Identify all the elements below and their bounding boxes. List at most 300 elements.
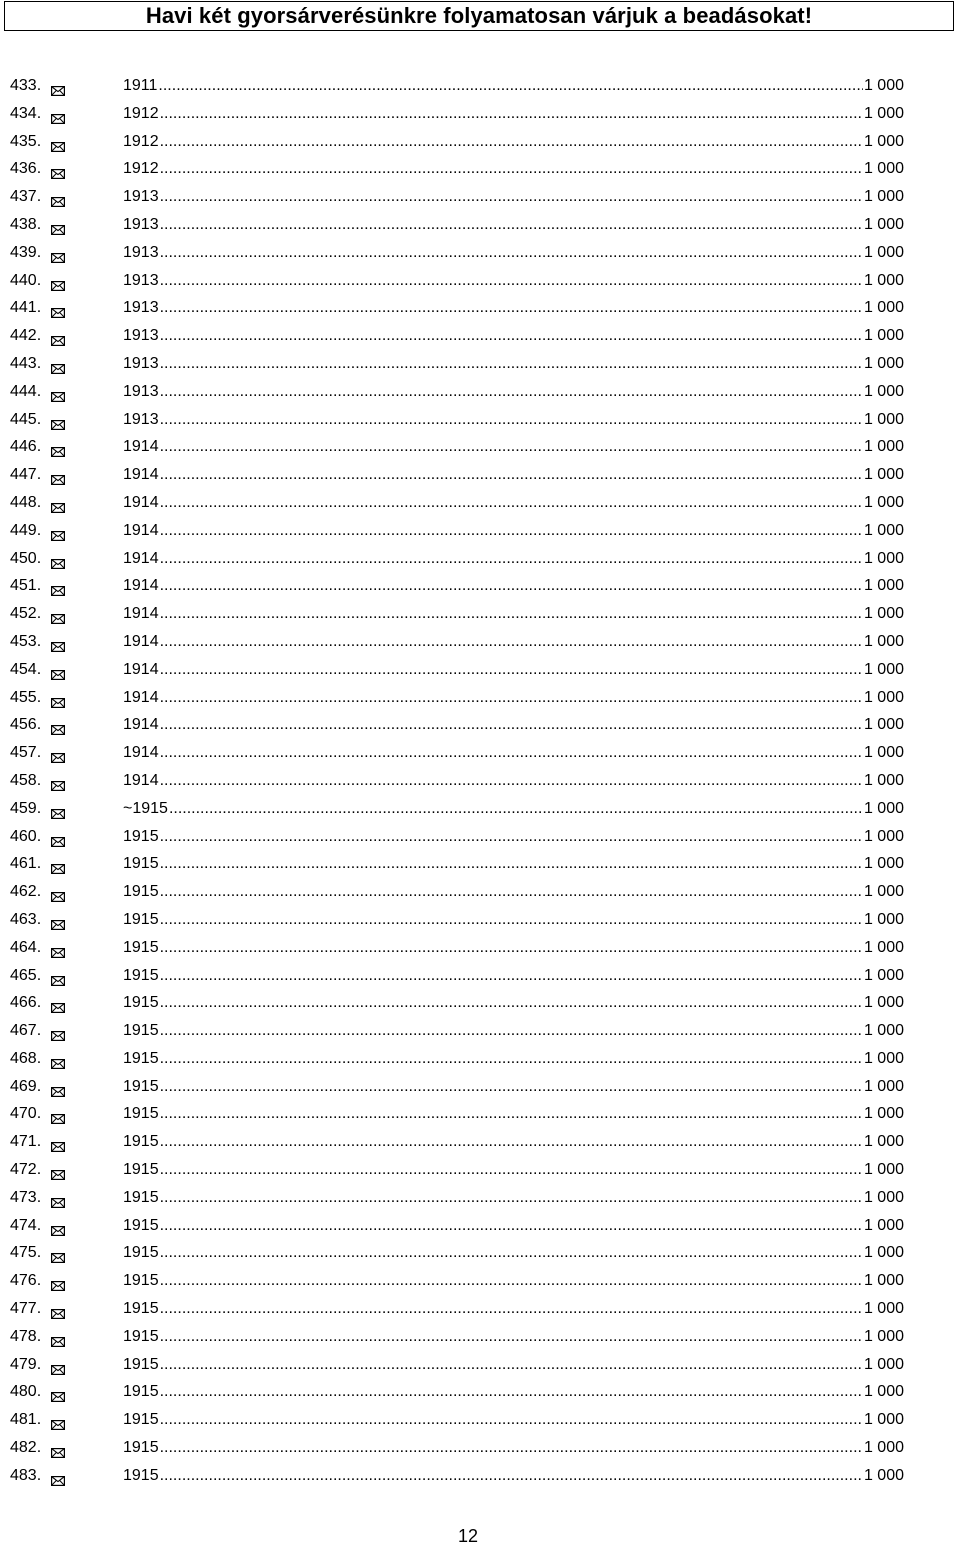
lot-price: 1 000 <box>863 771 904 789</box>
lot-price: 1 000 <box>863 160 904 178</box>
lot-row <box>0 1297 960 1325</box>
lot-year: 1915 <box>123 1216 159 1234</box>
envelope-icon <box>51 1472 65 1482</box>
leader-dots <box>160 1160 863 1180</box>
lot-year: 1915 <box>123 1355 159 1373</box>
lot-year: 1912 <box>123 160 159 178</box>
lot-number: 455. <box>10 688 42 706</box>
lot-year: 1913 <box>123 354 159 372</box>
leader-dots <box>160 1466 863 1486</box>
leader-dots <box>160 771 863 791</box>
lot-description <box>123 1355 904 1375</box>
lot-year: 1913 <box>123 382 159 400</box>
lot-number: 460. <box>10 827 42 845</box>
lot-price: 1 000 <box>863 1105 904 1123</box>
lot-number: 457. <box>10 744 42 762</box>
lot-row <box>0 769 960 797</box>
lot-number: 438. <box>10 215 42 233</box>
lot-number: 461. <box>10 855 42 873</box>
lot-description <box>123 410 904 430</box>
envelope-icon <box>51 499 65 509</box>
lot-year: 1915 <box>123 1244 159 1262</box>
lot-description <box>123 1160 904 1180</box>
lot-description <box>123 1077 904 1097</box>
lot-price: 1 000 <box>863 382 904 400</box>
envelope-icon <box>51 388 65 398</box>
envelope-icon <box>51 277 65 287</box>
lot-row <box>0 1214 960 1242</box>
lot-description <box>123 76 904 96</box>
envelope-icon <box>51 304 65 314</box>
lot-number: 441. <box>10 299 42 317</box>
lot-number: 434. <box>10 104 42 122</box>
leader-dots <box>160 1188 863 1208</box>
lot-year: 1914 <box>123 577 159 595</box>
lot-year: 1915 <box>123 994 159 1012</box>
lot-price: 1 000 <box>863 910 904 928</box>
lot-number: 475. <box>10 1244 42 1262</box>
leader-dots <box>160 632 863 652</box>
lot-price: 1 000 <box>863 77 904 94</box>
leader-dots <box>160 576 863 596</box>
envelope-icon <box>51 221 65 231</box>
leader-dots <box>160 1410 863 1430</box>
lot-description <box>123 743 904 763</box>
leader-dots <box>160 465 863 485</box>
envelope-icon <box>51 610 65 620</box>
lot-year: 1915 <box>123 938 159 956</box>
lot-year: 1914 <box>123 438 159 456</box>
lot-description <box>123 799 904 819</box>
envelope-icon <box>51 638 65 648</box>
lot-price: 1 000 <box>863 1327 904 1345</box>
lot-description <box>123 465 904 485</box>
lot-description <box>123 215 904 235</box>
lot-description <box>123 1216 904 1236</box>
lot-number: 449. <box>10 521 42 539</box>
envelope-icon <box>51 1416 65 1426</box>
leader-dots <box>160 604 863 624</box>
envelope-icon <box>51 749 65 759</box>
envelope-icon <box>51 805 65 815</box>
lot-number: 443. <box>10 354 42 372</box>
lot-row <box>0 658 960 686</box>
envelope-icon <box>51 1249 65 1259</box>
lot-description <box>123 1327 904 1347</box>
leader-dots <box>160 966 863 986</box>
lot-year: 1912 <box>123 104 159 122</box>
lot-number: 452. <box>10 605 42 623</box>
lot-price: 1 000 <box>863 1244 904 1262</box>
lot-price: 1 000 <box>863 521 904 539</box>
lot-description <box>123 298 904 318</box>
lot-number: 474. <box>10 1216 42 1234</box>
envelope-icon <box>51 1194 65 1204</box>
lot-year: 1915 <box>123 1272 159 1290</box>
lot-number: 463. <box>10 910 42 928</box>
lot-description <box>123 187 904 207</box>
lot-number: 444. <box>10 382 42 400</box>
leader-dots <box>160 882 863 902</box>
lot-description <box>123 549 904 569</box>
lot-description <box>123 1410 904 1430</box>
lot-price: 1 000 <box>863 354 904 372</box>
lot-number: 468. <box>10 1049 42 1067</box>
lot-number: 448. <box>10 493 42 511</box>
lot-year: 1914 <box>123 549 159 567</box>
lot-number: 450. <box>10 549 42 567</box>
leader-dots <box>160 1132 863 1152</box>
lot-year: 1915 <box>123 1188 159 1206</box>
lot-number: 470. <box>10 1105 42 1123</box>
lot-number: 453. <box>10 632 42 650</box>
lot-description <box>123 632 904 652</box>
leader-dots <box>160 521 863 541</box>
envelope-icon <box>51 777 65 787</box>
lot-price: 1 000 <box>863 1077 904 1095</box>
lot-price: 1 000 <box>863 883 904 901</box>
leader-dots <box>160 1355 863 1375</box>
lot-year: 1914 <box>123 660 159 678</box>
lot-row <box>0 408 960 436</box>
lot-row <box>0 1130 960 1158</box>
lot-price: 1 000 <box>863 1161 904 1179</box>
lot-row <box>0 964 960 992</box>
lot-number: 436. <box>10 160 42 178</box>
lot-row <box>0 686 960 714</box>
leader-dots <box>160 660 863 680</box>
leader-dots <box>160 382 863 402</box>
lot-number: 478. <box>10 1327 42 1345</box>
envelope-icon <box>51 1055 65 1065</box>
lot-year: 1913 <box>123 215 159 233</box>
lot-number: 433. <box>10 77 42 94</box>
lot-row <box>0 574 960 602</box>
lot-price: 1 000 <box>863 215 904 233</box>
lot-number: 465. <box>10 966 42 984</box>
envelope-icon <box>51 193 65 203</box>
envelope-icon <box>51 1444 65 1454</box>
lot-row <box>0 1075 960 1103</box>
lot-description <box>123 910 904 930</box>
lot-number: 479. <box>10 1355 42 1373</box>
envelope-icon <box>51 332 65 342</box>
envelope-icon <box>51 721 65 731</box>
lot-number: 442. <box>10 327 42 345</box>
lot-row <box>0 797 960 825</box>
lot-row <box>0 1241 960 1269</box>
lot-number: 476. <box>10 1272 42 1290</box>
lot-description <box>123 1132 904 1152</box>
lot-year: 1915 <box>123 1049 159 1067</box>
lot-year: 1913 <box>123 188 159 206</box>
lot-description <box>123 1188 904 1208</box>
lot-price: 1 000 <box>863 1272 904 1290</box>
lot-row <box>0 991 960 1019</box>
leader-dots <box>160 298 863 318</box>
lot-row <box>0 519 960 547</box>
lot-description <box>123 576 904 596</box>
envelope-icon <box>51 1222 65 1232</box>
lot-row <box>0 241 960 269</box>
lot-price: 1 000 <box>863 466 904 484</box>
lot-row <box>0 1408 960 1436</box>
lot-price: 1 000 <box>863 938 904 956</box>
leader-dots <box>160 743 863 763</box>
envelope-icon <box>51 1388 65 1398</box>
leader-dots <box>160 159 863 179</box>
lot-year: 1915 <box>123 1300 159 1318</box>
lot-year: 1913 <box>123 410 159 428</box>
lot-year: 1915 <box>123 1077 159 1095</box>
lot-row <box>0 130 960 158</box>
leader-dots <box>160 1299 863 1319</box>
lot-number: 477. <box>10 1300 42 1318</box>
lot-row <box>0 269 960 297</box>
envelope-icon <box>51 1110 65 1120</box>
envelope-icon <box>51 1277 65 1287</box>
lot-description <box>123 938 904 958</box>
envelope-icon <box>51 82 65 92</box>
leader-dots <box>160 1021 863 1041</box>
lot-row <box>0 1047 960 1075</box>
leader-dots <box>160 243 863 263</box>
lot-number: 458. <box>10 771 42 789</box>
leader-dots <box>160 1438 863 1458</box>
leader-dots <box>160 1243 863 1263</box>
lot-price: 1 000 <box>863 188 904 206</box>
lot-description <box>123 604 904 624</box>
lot-list <box>0 74 960 1492</box>
lot-number: 454. <box>10 660 42 678</box>
lot-number: 464. <box>10 938 42 956</box>
envelope-icon <box>51 1083 65 1093</box>
leader-dots <box>160 410 863 430</box>
lot-row <box>0 825 960 853</box>
lot-description <box>123 1299 904 1319</box>
lot-description <box>123 1271 904 1291</box>
lot-number: 466. <box>10 994 42 1012</box>
lot-row <box>0 602 960 630</box>
envelope-icon <box>51 165 65 175</box>
lot-description <box>123 993 904 1013</box>
lot-price: 1 000 <box>863 271 904 289</box>
lot-price: 1 000 <box>863 327 904 345</box>
leader-dots <box>160 326 863 346</box>
lot-number: 456. <box>10 716 42 734</box>
lot-number: 467. <box>10 1022 42 1040</box>
lot-price: 1 000 <box>863 438 904 456</box>
lot-price: 1 000 <box>863 744 904 762</box>
lot-year: 1914 <box>123 466 159 484</box>
leader-dots <box>160 1216 863 1236</box>
lot-number: 483. <box>10 1466 42 1484</box>
lot-row <box>0 1325 960 1353</box>
lot-price: 1 000 <box>863 1216 904 1234</box>
leader-dots <box>160 1104 863 1124</box>
lot-price: 1 000 <box>863 410 904 428</box>
envelope-icon <box>51 972 65 982</box>
lot-year: 1914 <box>123 605 159 623</box>
leader-dots <box>160 1049 863 1069</box>
lot-price: 1 000 <box>863 132 904 150</box>
lot-row <box>0 1158 960 1186</box>
lot-price: 1 000 <box>863 549 904 567</box>
lot-number: 437. <box>10 188 42 206</box>
lot-description <box>123 326 904 346</box>
lot-price: 1 000 <box>863 632 904 650</box>
lot-number: 447. <box>10 466 42 484</box>
lot-description <box>123 243 904 263</box>
envelope-icon <box>51 1305 65 1315</box>
lot-year: ~1915 <box>123 799 168 817</box>
leader-dots <box>160 549 863 569</box>
lot-number: 481. <box>10 1411 42 1429</box>
leader-dots <box>160 910 863 930</box>
envelope-icon <box>51 833 65 843</box>
lot-number: 435. <box>10 132 42 150</box>
envelope-icon <box>51 694 65 704</box>
lot-price: 1 000 <box>863 1466 904 1484</box>
leader-dots <box>160 187 863 207</box>
lot-row <box>0 1464 960 1492</box>
lot-year: 1912 <box>123 132 159 150</box>
lot-year: 1915 <box>123 1466 159 1484</box>
lot-price: 1 000 <box>863 660 904 678</box>
lot-row <box>0 908 960 936</box>
envelope-icon <box>51 138 65 148</box>
lot-description <box>123 854 904 874</box>
lot-price: 1 000 <box>863 577 904 595</box>
lot-description <box>123 1021 904 1041</box>
lot-row <box>0 936 960 964</box>
lot-price: 1 000 <box>863 688 904 706</box>
envelope-icon <box>51 1333 65 1343</box>
lot-description <box>123 493 904 513</box>
leader-dots <box>160 1327 863 1347</box>
lot-description <box>123 354 904 374</box>
lot-price: 1 000 <box>863 104 904 122</box>
lot-row <box>0 463 960 491</box>
lot-description <box>123 104 904 124</box>
lot-price: 1 000 <box>863 1300 904 1318</box>
lot-price: 1 000 <box>863 243 904 261</box>
lot-row <box>0 324 960 352</box>
lot-description <box>123 1466 904 1486</box>
lot-year: 1914 <box>123 632 159 650</box>
lot-description <box>123 271 904 291</box>
lot-price: 1 000 <box>863 1355 904 1373</box>
lot-year: 1914 <box>123 688 159 706</box>
leader-dots <box>160 1271 863 1291</box>
lot-year: 1914 <box>123 493 159 511</box>
envelope-icon <box>51 888 65 898</box>
lot-row <box>0 435 960 463</box>
lot-price: 1 000 <box>863 994 904 1012</box>
lot-price: 1 000 <box>863 716 904 734</box>
lot-description <box>123 159 904 179</box>
lot-year: 1915 <box>123 910 159 928</box>
lot-row <box>0 185 960 213</box>
lot-year: 1915 <box>123 1133 159 1151</box>
lot-price: 1 000 <box>863 493 904 511</box>
lot-year: 1915 <box>123 1383 159 1401</box>
envelope-icon <box>51 1138 65 1148</box>
lot-row <box>0 1019 960 1047</box>
lot-description <box>123 827 904 847</box>
leader-dots <box>158 76 863 96</box>
lot-row <box>0 1102 960 1130</box>
envelope-icon <box>51 527 65 537</box>
envelope-icon <box>51 916 65 926</box>
leader-dots <box>160 938 863 958</box>
leader-dots <box>160 437 863 457</box>
lot-number: 473. <box>10 1188 42 1206</box>
lot-description <box>123 1049 904 1069</box>
leader-dots <box>160 993 863 1013</box>
envelope-icon <box>51 860 65 870</box>
lot-number: 471. <box>10 1133 42 1151</box>
envelope-icon <box>51 555 65 565</box>
leader-dots <box>160 1382 863 1402</box>
envelope-icon <box>51 471 65 481</box>
lot-price: 1 000 <box>863 827 904 845</box>
lot-description <box>123 1104 904 1124</box>
lot-year: 1913 <box>123 327 159 345</box>
lot-year: 1914 <box>123 771 159 789</box>
envelope-icon <box>51 110 65 120</box>
page-title: Havi két gyorsárverésünkre folyamatosan várjuk a beadásokat! <box>145 3 813 28</box>
leader-dots <box>160 104 863 124</box>
lot-number: 451. <box>10 577 42 595</box>
lot-row <box>0 102 960 130</box>
lot-row <box>0 296 960 324</box>
lot-price: 1 000 <box>863 605 904 623</box>
lot-price: 1 000 <box>863 1439 904 1457</box>
envelope-icon <box>51 249 65 259</box>
lot-row <box>0 1269 960 1297</box>
leader-dots <box>160 354 863 374</box>
lot-year: 1915 <box>123 1327 159 1345</box>
lot-year: 1915 <box>123 966 159 984</box>
leader-dots <box>160 271 863 291</box>
lot-description <box>123 688 904 708</box>
lot-year: 1914 <box>123 716 159 734</box>
lot-row <box>0 380 960 408</box>
envelope-icon <box>51 582 65 592</box>
lot-row <box>0 630 960 658</box>
lot-year: 1911 <box>123 77 158 94</box>
lot-year: 1913 <box>123 299 159 317</box>
leader-dots <box>160 715 863 735</box>
lot-number: 439. <box>10 243 42 261</box>
lot-price: 1 000 <box>863 966 904 984</box>
leader-dots <box>160 493 863 513</box>
envelope-icon <box>51 1027 65 1037</box>
lot-year: 1915 <box>123 1161 159 1179</box>
lot-row <box>0 852 960 880</box>
envelope-icon <box>51 416 65 426</box>
lot-price: 1 000 <box>863 1383 904 1401</box>
lot-price: 1 000 <box>863 1022 904 1040</box>
lot-description <box>123 1438 904 1458</box>
envelope-icon <box>51 443 65 453</box>
lot-year: 1915 <box>123 827 159 845</box>
lot-number: 469. <box>10 1077 42 1095</box>
lot-year: 1915 <box>123 883 159 901</box>
lot-description <box>123 771 904 791</box>
lot-year: 1915 <box>123 1411 159 1429</box>
